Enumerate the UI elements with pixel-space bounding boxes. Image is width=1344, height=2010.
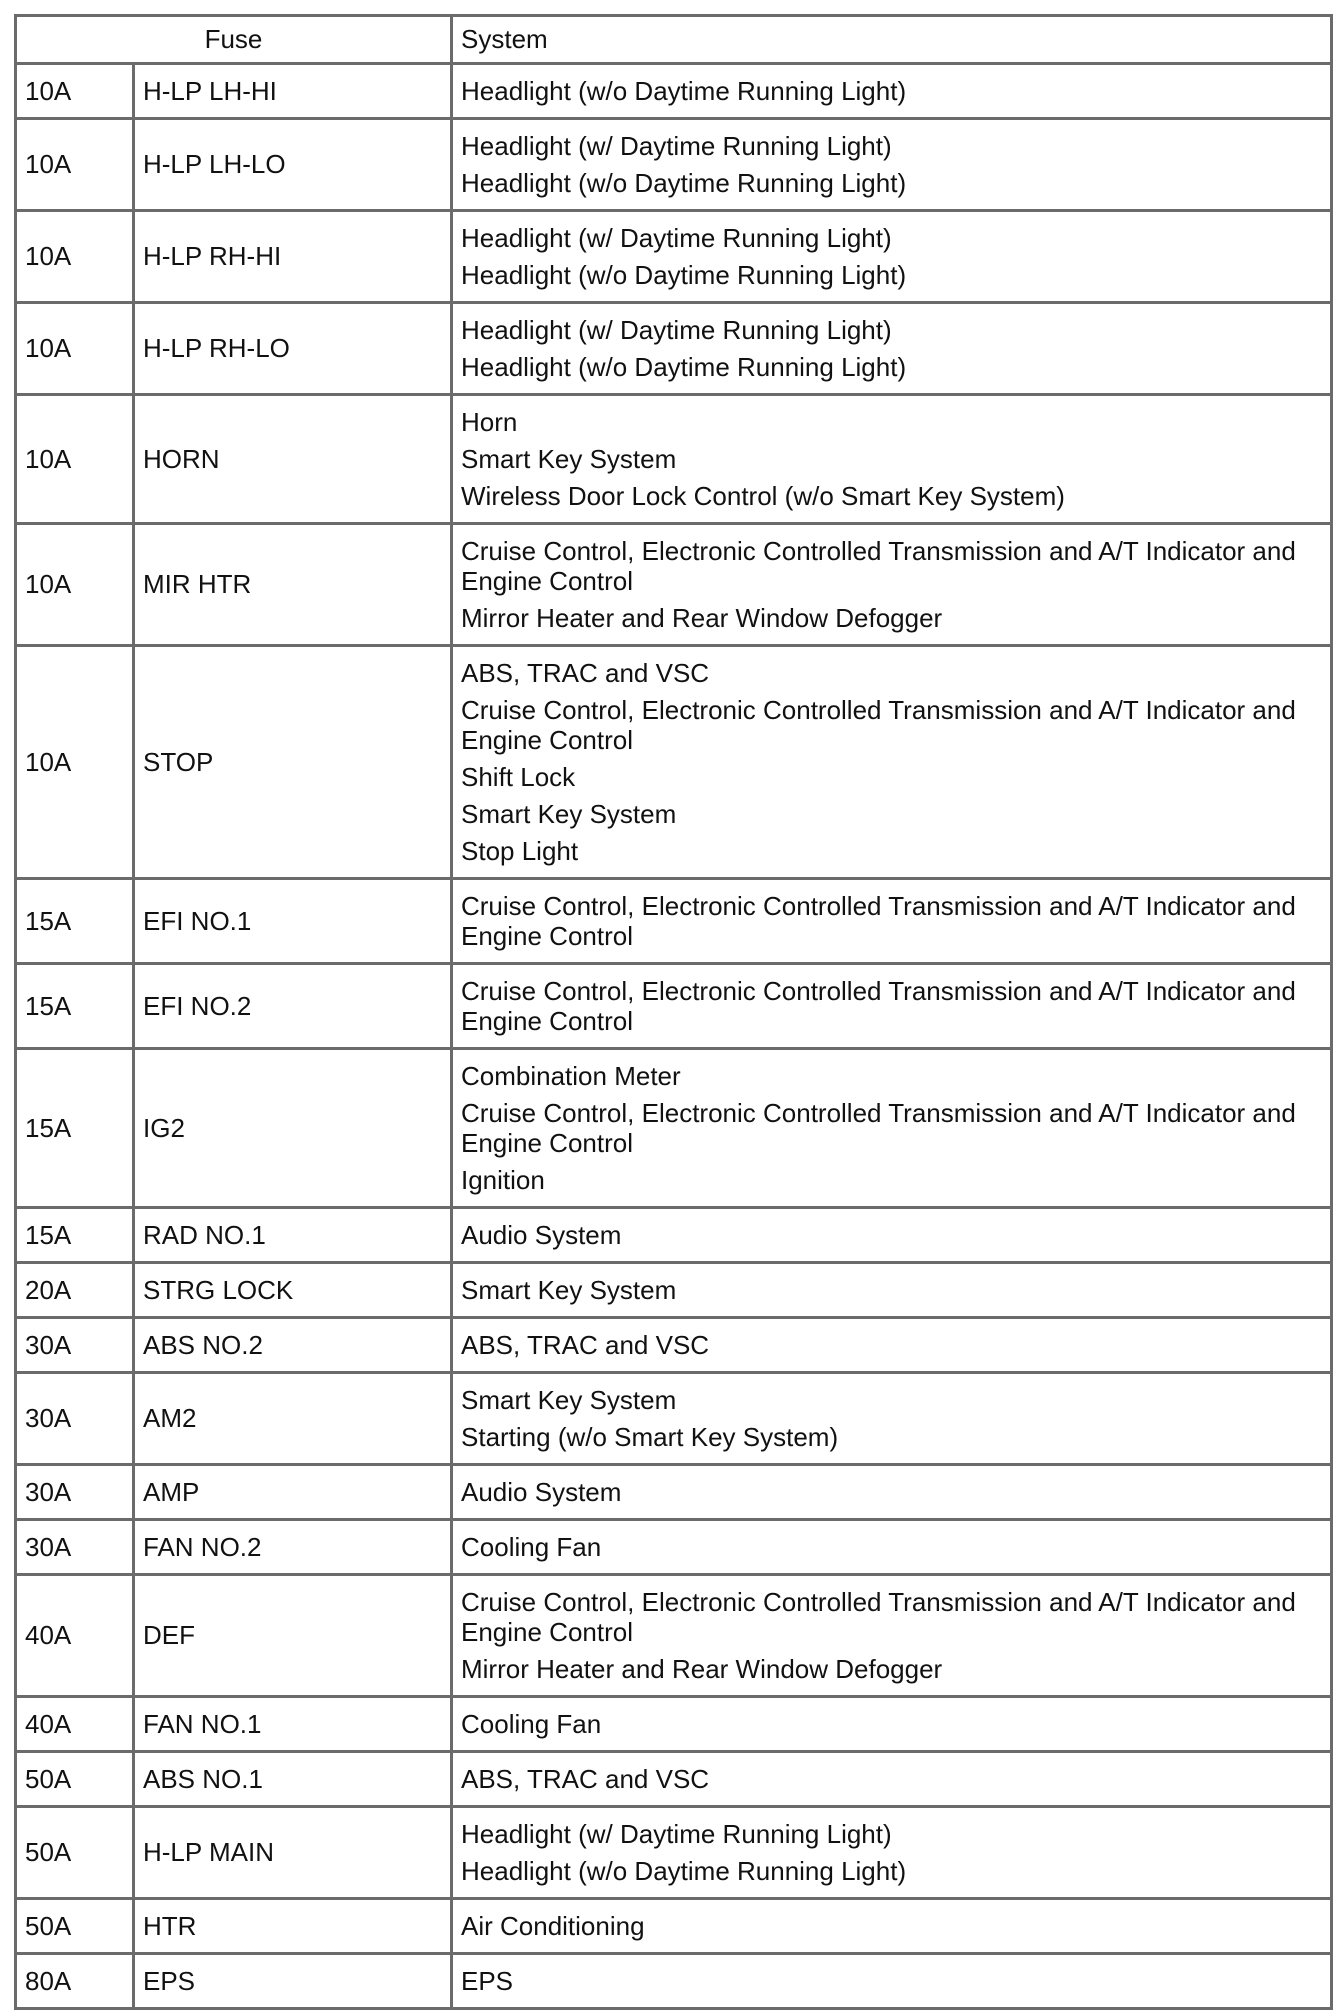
fuse-name: EFI NO.2: [134, 964, 452, 1049]
fuse-amperage: 50A: [16, 1752, 134, 1807]
table-row: [16, 879, 1332, 964]
fuse-amperage: 10A: [16, 524, 134, 646]
system-cell: [452, 211, 1332, 303]
table-row: [16, 1318, 1332, 1373]
system-entry: Combination Meter: [461, 1061, 681, 1091]
system-entry: Smart Key System: [461, 799, 677, 829]
system-cell: [452, 1807, 1332, 1899]
system-cell: [452, 395, 1332, 524]
system-cell: [452, 1373, 1332, 1465]
table-row: [16, 1899, 1332, 1954]
fuse-name: AMP: [134, 1465, 452, 1520]
system-entry: Headlight (w/ Daytime Running Light): [461, 315, 892, 345]
fuse-amperage: 20A: [16, 1263, 134, 1318]
system-cell: [452, 1752, 1332, 1807]
fuse-amperage: 80A: [16, 1954, 134, 2009]
fuse-name: DEF: [134, 1575, 452, 1697]
system-cell: [452, 524, 1332, 646]
system-entry: Ignition: [461, 1165, 545, 1195]
fuse-amperage: 40A: [16, 1575, 134, 1697]
table-row: [16, 1049, 1332, 1208]
fuse-name: ABS NO.1: [134, 1752, 452, 1807]
system-cell: [452, 1318, 1332, 1373]
system-entry: Smart Key System: [461, 1385, 677, 1415]
system-entry: Smart Key System: [461, 444, 677, 474]
table-row: [16, 1263, 1332, 1318]
system-entry: ABS, TRAC and VSC: [461, 658, 710, 688]
fuse-amperage: 30A: [16, 1520, 134, 1575]
fuse-name: IG2: [134, 1049, 452, 1208]
table-row: [16, 1208, 1332, 1263]
table-body: [16, 64, 1332, 2009]
system-cell: [452, 1049, 1332, 1208]
fuse-amperage: 15A: [16, 964, 134, 1049]
table-row: [16, 1520, 1332, 1575]
system-entry: Audio System: [461, 1477, 622, 1507]
system-entry: EPS: [461, 1966, 514, 1996]
table-row: [16, 1807, 1332, 1899]
system-cell: [452, 1465, 1332, 1520]
system-entry: Mirror Heater and Rear Window Defogger: [461, 1654, 943, 1684]
fuse-amperage: 10A: [16, 395, 134, 524]
fuse-name: MIR HTR: [134, 524, 452, 646]
fuse-name: FAN NO.1: [134, 1697, 452, 1752]
fuse-amperage: 30A: [16, 1373, 134, 1465]
system-cell: [452, 1954, 1332, 2009]
table-row: [16, 303, 1332, 395]
fuse-amperage: 30A: [16, 1465, 134, 1520]
system-entry: Headlight (w/o Daytime Running Light): [461, 1856, 907, 1886]
fuse-name: H-LP RH-HI: [134, 211, 452, 303]
fuse-table: [14, 14, 1333, 2010]
system-entry: Starting (w/o Smart Key System): [461, 1422, 839, 1452]
system-entry: Smart Key System: [461, 1275, 677, 1305]
fuse-amperage: 10A: [16, 646, 134, 879]
system-entry: Headlight (w/ Daytime Running Light): [461, 131, 892, 161]
fuse-amperage: 15A: [16, 1208, 134, 1263]
table-row: [16, 395, 1332, 524]
fuse-amperage: 10A: [16, 119, 134, 211]
header-row: [16, 16, 1332, 64]
table-row: [16, 64, 1332, 119]
system-entry: Shift Lock: [461, 762, 576, 792]
table-row: [16, 1465, 1332, 1520]
system-entry: Cruise Control, Electronic Controlled Transmission and A/T Indicator and Engine Control: [461, 891, 1296, 951]
fuse-table-container: [14, 14, 1330, 2010]
fuse-amperage: 10A: [16, 64, 134, 119]
system-entry: Cooling Fan: [461, 1532, 602, 1562]
fuse-amperage: 40A: [16, 1697, 134, 1752]
fuse-name: HTR: [134, 1899, 452, 1954]
system-cell: [452, 119, 1332, 211]
system-cell: [452, 1697, 1332, 1752]
fuse-name: H-LP MAIN: [134, 1807, 452, 1899]
table-row: [16, 119, 1332, 211]
system-entry: Headlight (w/ Daytime Running Light): [461, 223, 892, 253]
system-cell: [452, 64, 1332, 119]
system-entry: Headlight (w/ Daytime Running Light): [461, 1819, 892, 1849]
fuse-name: STRG LOCK: [134, 1263, 452, 1318]
fuse-name: EPS: [134, 1954, 452, 2009]
system-cell: [452, 646, 1332, 879]
fuse-name: H-LP LH-LO: [134, 119, 452, 211]
system-entry: Air Conditioning: [461, 1911, 645, 1941]
fuse-name: H-LP RH-LO: [134, 303, 452, 395]
system-entry: Headlight (w/o Daytime Running Light): [461, 352, 907, 382]
fuse-amperage: 30A: [16, 1318, 134, 1373]
header-fuse: Fuse: [16, 16, 452, 64]
fuse-name: RAD NO.1: [134, 1208, 452, 1263]
system-entry: ABS, TRAC and VSC: [461, 1330, 710, 1360]
table-row: [16, 1954, 1332, 2009]
system-entry: Cruise Control, Electronic Controlled Transmission and A/T Indicator and Engine Control: [461, 1098, 1296, 1158]
table-row: [16, 524, 1332, 646]
system-cell: [452, 1263, 1332, 1318]
fuse-name: STOP: [134, 646, 452, 879]
system-entry: Mirror Heater and Rear Window Defogger: [461, 603, 943, 633]
system-entry: Cruise Control, Electronic Controlled Transmission and A/T Indicator and Engine Control: [461, 536, 1296, 596]
table-row: [16, 1575, 1332, 1697]
system-entry: Cruise Control, Electronic Controlled Transmission and A/T Indicator and Engine Control: [461, 976, 1296, 1036]
system-entry: Cooling Fan: [461, 1709, 602, 1739]
system-entry: Audio System: [461, 1220, 622, 1250]
system-entry: Stop Light: [461, 836, 579, 866]
fuse-name: FAN NO.2: [134, 1520, 452, 1575]
table-row: [16, 1373, 1332, 1465]
fuse-amperage: 50A: [16, 1807, 134, 1899]
system-entry: ABS, TRAC and VSC: [461, 1764, 710, 1794]
system-cell: [452, 879, 1332, 964]
fuse-amperage: 15A: [16, 1049, 134, 1208]
fuse-name: EFI NO.1: [134, 879, 452, 964]
system-cell: [452, 1575, 1332, 1697]
system-cell: [452, 964, 1332, 1049]
system-entry: Wireless Door Lock Control (w/o Smart Key System): [461, 481, 1065, 511]
fuse-amperage: 50A: [16, 1899, 134, 1954]
system-cell: [452, 303, 1332, 395]
fuse-name: H-LP LH-HI: [134, 64, 452, 119]
table-row: [16, 646, 1332, 879]
fuse-name: AM2: [134, 1373, 452, 1465]
system-cell: [452, 1208, 1332, 1263]
system-entry: Cruise Control, Electronic Controlled Transmission and A/T Indicator and Engine Control: [461, 695, 1296, 755]
system-entry: Headlight (w/o Daytime Running Light): [461, 76, 907, 106]
system-cell: [452, 1899, 1332, 1954]
fuse-name: ABS NO.2: [134, 1318, 452, 1373]
table-row: [16, 964, 1332, 1049]
table-row: [16, 1752, 1332, 1807]
fuse-name: HORN: [134, 395, 452, 524]
system-entry: Cruise Control, Electronic Controlled Transmission and A/T Indicator and Engine Control: [461, 1587, 1296, 1647]
system-entry: Headlight (w/o Daytime Running Light): [461, 260, 907, 290]
header-system: System: [452, 16, 1332, 64]
system-entry: Horn: [461, 407, 518, 437]
table-row: [16, 211, 1332, 303]
system-cell: [452, 1520, 1332, 1575]
fuse-amperage: 15A: [16, 879, 134, 964]
system-entry: Headlight (w/o Daytime Running Light): [461, 168, 907, 198]
table-row: [16, 1697, 1332, 1752]
fuse-amperage: 10A: [16, 211, 134, 303]
fuse-amperage: 10A: [16, 303, 134, 395]
